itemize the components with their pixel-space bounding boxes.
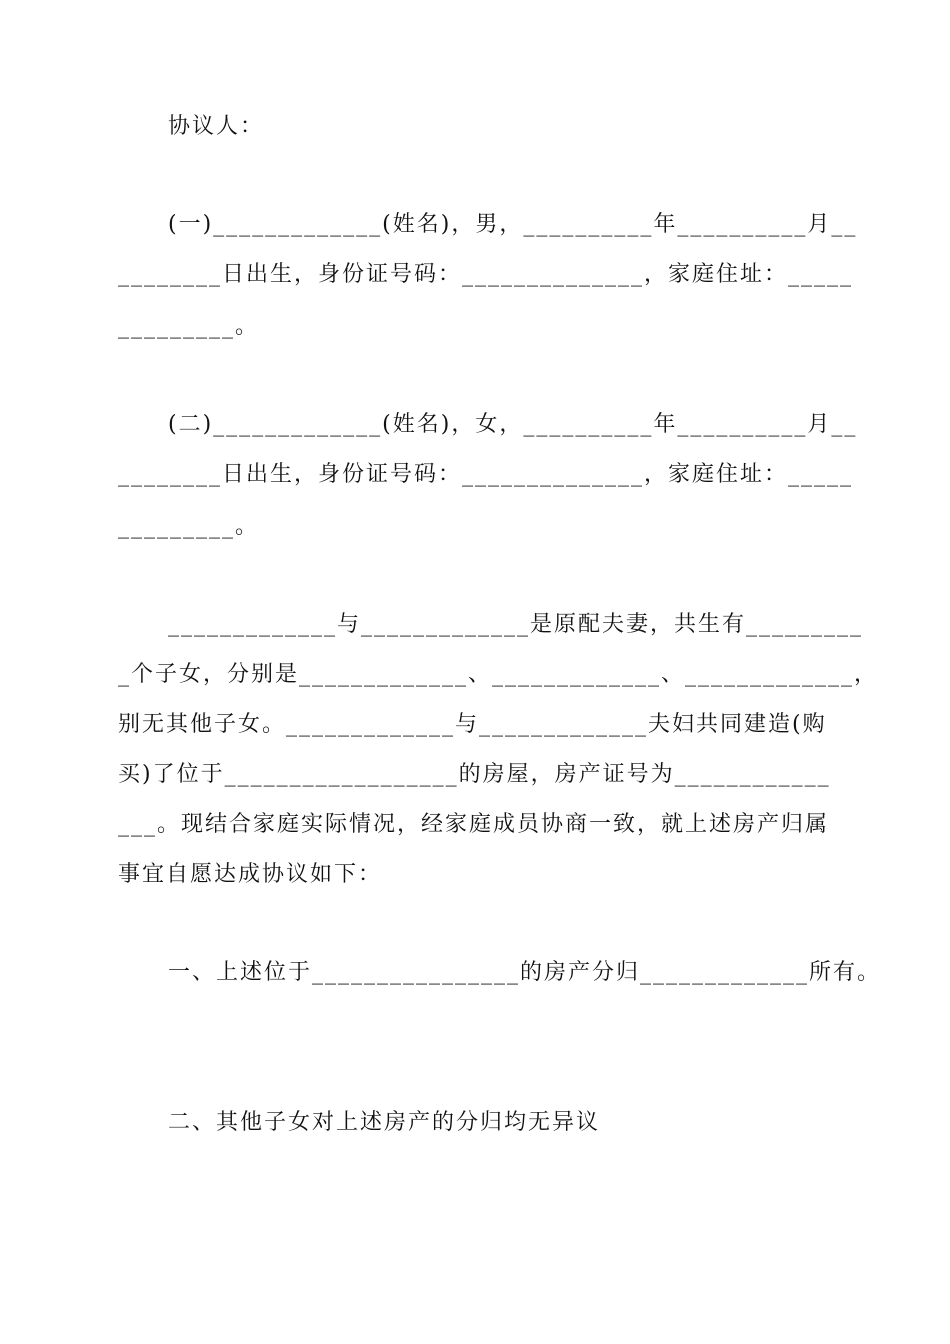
party1-line1: (一)_____________(姓名)，男，__________年__________月__: [168, 212, 858, 237]
body-line2: _个子女，分别是_____________、_____________、_____________，: [118, 662, 879, 687]
clause-2: 二、其他子女对上述房产的分归均无异议: [168, 1110, 601, 1135]
body-line4: 买)了位于__________________的房屋，房产证号为____________: [118, 762, 831, 787]
party2-line3: _________。: [118, 514, 260, 539]
heading-parties: 协议人：: [168, 114, 265, 139]
clause-1: 一、上述位于________________的房产分归_____________所有。: [168, 960, 882, 985]
body-line1: _____________与_____________是原配夫妻，共生有_________: [168, 612, 864, 637]
body-line6: 事宜自愿达成协议如下：: [118, 862, 383, 887]
party1-line2: ________日出生，身份证号码：______________，家庭住址：_____: [118, 262, 854, 287]
party2-line1: (二)_____________(姓名)，女，__________年__________月__: [168, 412, 858, 437]
body-line5: ___。现结合家庭实际情况，经家庭成员协商一致，就上述房产归属: [118, 812, 830, 837]
party2-line2: ________日出生，身份证号码：______________，家庭住址：_____: [118, 462, 854, 487]
body-line3: 别无其他子女。_____________与_____________夫妇共同建造(购: [118, 712, 827, 737]
party1-line3: _________。: [118, 314, 260, 339]
